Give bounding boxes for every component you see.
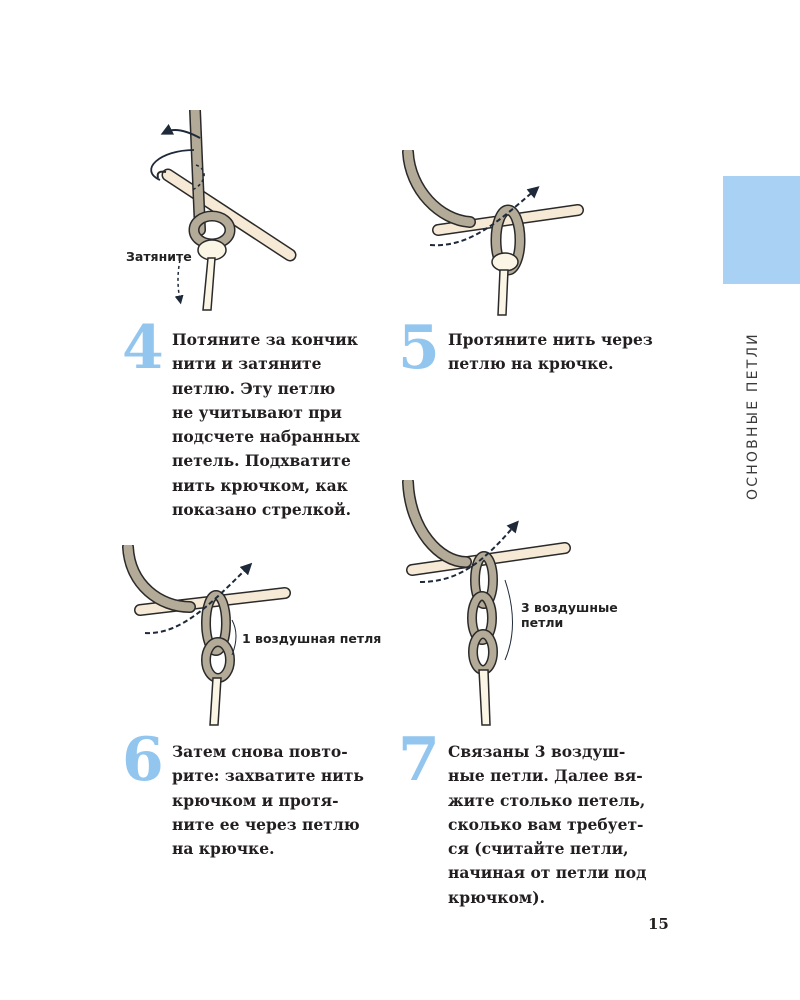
- chapter-label: ОСНОВНЫЕ ПЕТЛИ: [745, 332, 761, 500]
- step-text-line: сколько вам требует-: [448, 814, 644, 834]
- chain-stitch-icon: [408, 482, 493, 725]
- figure-7-label: [521, 600, 618, 630]
- pull-down-arrow-icon: [178, 260, 180, 300]
- figure-step-4: [100, 110, 330, 320]
- figure-7-label-line: 3 воздушные: [521, 600, 618, 615]
- step-text-line: жите столько петель,: [448, 790, 646, 810]
- step-text: [448, 328, 653, 377]
- step-text: [448, 740, 646, 910]
- step-text-line: крючком).: [448, 887, 545, 907]
- step-text-line: подсчете набранных: [172, 427, 360, 447]
- step-text-line: Протяните нить через: [448, 330, 653, 349]
- step-number: 7: [398, 725, 440, 795]
- step-text-line: ся (считайте петли,: [448, 839, 629, 859]
- step-text-line: Потяните за кончик: [172, 330, 358, 349]
- yarn-loop-icon: [408, 152, 520, 315]
- step-text-line: показано стрелкой.: [172, 500, 352, 520]
- figure-4-label: Затяните: [126, 249, 192, 264]
- step-text-line: крючком и протя-: [172, 790, 339, 810]
- page-number: 15: [648, 915, 669, 933]
- step-text-line: Затем снова повто-: [172, 742, 348, 761]
- figure-7-label-line: петли: [521, 615, 564, 630]
- step-number: 4: [122, 313, 164, 383]
- step-text-line: Связаны 3 воздуш-: [448, 742, 626, 761]
- step-number: 5: [398, 313, 440, 383]
- figure-step-5: [400, 150, 590, 320]
- step-text: [172, 740, 364, 861]
- step-text-line: петлю на крючке.: [448, 354, 614, 374]
- step-text-line: петлю. Эту петлю: [172, 378, 336, 398]
- chain-stitch-icon: [128, 547, 230, 725]
- step-text-line: ните ее через петлю: [172, 814, 360, 834]
- step-text-line: ные петли. Далее вя-: [448, 766, 643, 786]
- step-text-line: рите: захватите нить: [172, 766, 364, 786]
- step-text-line: на крючке.: [172, 839, 275, 859]
- step-text-line: нить крючком, как: [172, 475, 348, 495]
- step-text-line: не учитывают при: [172, 402, 342, 422]
- chapter-tab: [723, 176, 800, 284]
- step-number: 6: [122, 725, 164, 795]
- figure-6-label: 1 воздушная петля: [242, 631, 382, 646]
- step-text: [172, 328, 360, 522]
- step-text-line: петель. Подхватите: [172, 451, 351, 471]
- step-text-line: начиная от петли под: [448, 863, 647, 883]
- step-text-line: нити и затяните: [172, 354, 322, 374]
